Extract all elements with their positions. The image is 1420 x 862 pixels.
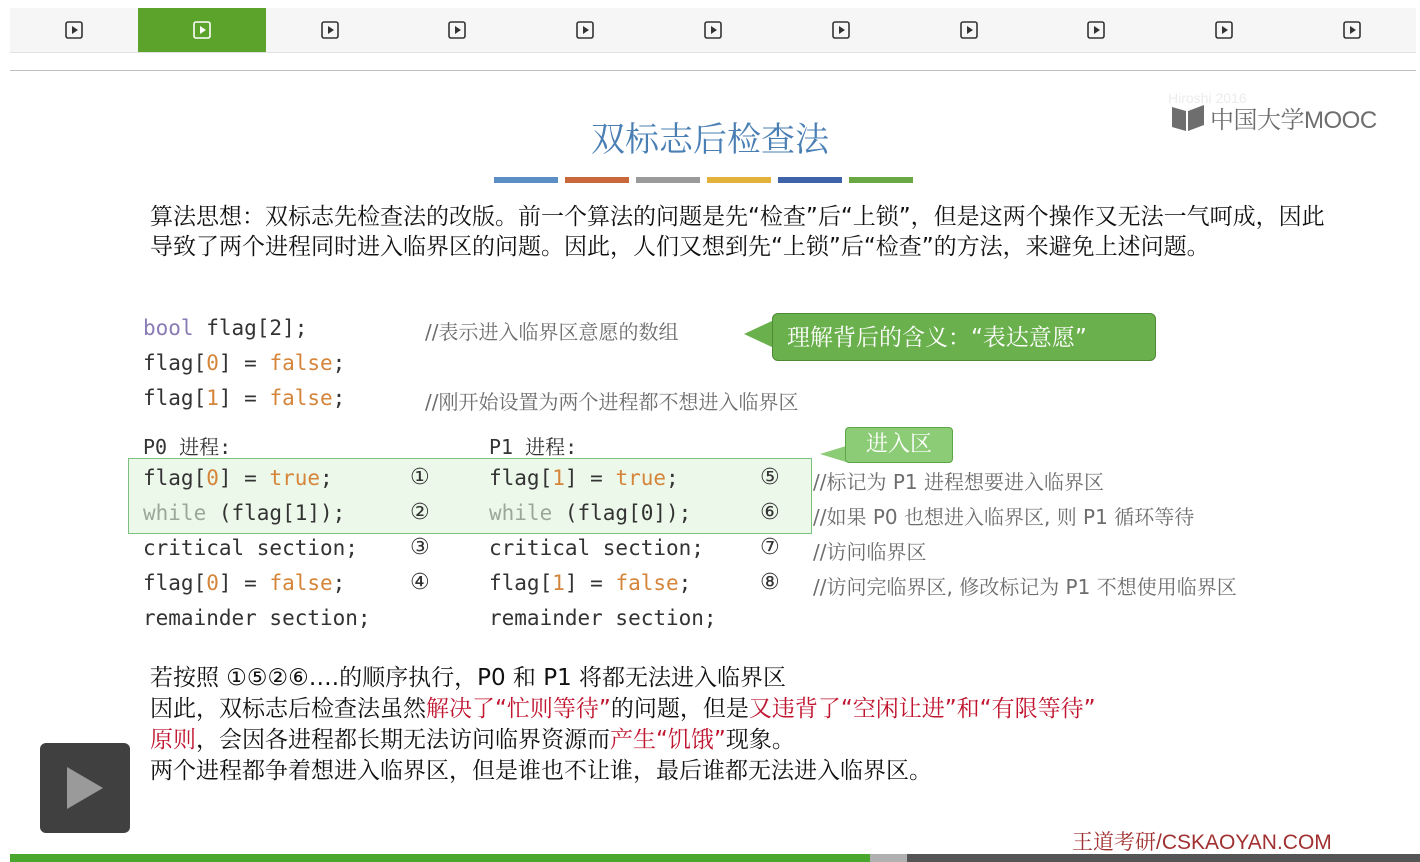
play-square-icon bbox=[703, 20, 723, 40]
p0-line-5: remainder section; bbox=[143, 606, 371, 630]
lecture-tab-10[interactable] bbox=[1160, 8, 1288, 52]
step-marker: ② bbox=[410, 500, 430, 525]
lecture-tab-strip bbox=[10, 8, 1416, 53]
play-button[interactable] bbox=[40, 743, 130, 833]
slide-title: 双标志后检查法 bbox=[591, 120, 829, 160]
p1-line-1: flag[1] = true; bbox=[489, 466, 679, 490]
play-square-icon bbox=[320, 20, 340, 40]
p0-line-1: flag[0] = true; bbox=[143, 466, 333, 490]
step-marker: ⑥ bbox=[760, 500, 780, 525]
p0-header: P0 进程: bbox=[143, 435, 232, 459]
step-marker: ③ bbox=[410, 535, 430, 560]
step-marker: ④ bbox=[410, 570, 430, 595]
lecture-tab-4[interactable] bbox=[393, 8, 521, 52]
callout-pointer bbox=[744, 320, 774, 348]
play-square-icon bbox=[1214, 20, 1234, 40]
lecture-tab-1[interactable] bbox=[10, 8, 138, 52]
conclusion-text bbox=[150, 663, 1350, 787]
progress-played bbox=[10, 854, 870, 862]
code-comment: //访问临界区 bbox=[813, 540, 927, 564]
color-bar bbox=[849, 177, 913, 183]
lecture-tab-8[interactable] bbox=[905, 8, 1033, 52]
p1-line-3: critical section; bbox=[489, 536, 704, 560]
step-marker: ① bbox=[410, 465, 430, 490]
conclusion-line: 两个进程都争着想进入临界区，但是谁也不让谁，最后谁都无法进入临界区。 bbox=[150, 758, 932, 784]
conclusion-line: 因此，双标志后检查法虽然解决了“忙则等待”的问题，但是又违背了“空闲让进”和“有限等待” bbox=[150, 696, 1096, 722]
meaning-callout: 理解背后的含义：“表达意愿” bbox=[772, 313, 1156, 361]
lecture-tab-7[interactable] bbox=[777, 8, 905, 52]
lecture-tab-3[interactable] bbox=[266, 8, 394, 52]
entry-section-tag: 进入区 bbox=[845, 427, 953, 463]
code-comment: //刚开始设置为两个进程都不想进入临界区 bbox=[425, 390, 799, 414]
p0-line-4: flag[0] = false; bbox=[143, 571, 346, 595]
color-bar bbox=[778, 177, 842, 183]
mooc-logo-text: 中国大学MOOC bbox=[1210, 107, 1377, 134]
code-comment: //如果 P0 也想进入临界区, 则 P1 循环等待 bbox=[813, 505, 1195, 529]
lecture-tab-2[interactable] bbox=[138, 8, 266, 52]
p1-header: P1 进程: bbox=[489, 435, 578, 459]
color-bar bbox=[565, 177, 629, 183]
divider bbox=[10, 70, 1416, 71]
lecture-tab-6[interactable] bbox=[649, 8, 777, 52]
p1-line-2: while (flag[0]); bbox=[489, 501, 692, 525]
conclusion-line: 若按照 ①⑤②⑥….的顺序执行，P0 和 P1 将都无法进入临界区 bbox=[150, 665, 787, 691]
lecture-tab-11[interactable] bbox=[1288, 8, 1416, 52]
code-comment: //标记为 P1 进程想要进入临界区 bbox=[813, 470, 1104, 494]
play-square-icon bbox=[831, 20, 851, 40]
play-square-icon bbox=[192, 20, 212, 40]
color-bar bbox=[636, 177, 700, 183]
watermark-text: Hiroshi 2016 bbox=[1168, 90, 1247, 106]
play-square-icon bbox=[1342, 20, 1362, 40]
play-square-icon bbox=[64, 20, 84, 40]
p0-line-2: while (flag[1]); bbox=[143, 501, 346, 525]
conclusion-line: 原则，会因各进程都长期无法访问临界资源而产生“饥饿”现象。 bbox=[150, 727, 795, 753]
step-marker: ⑧ bbox=[760, 570, 780, 595]
step-marker: ⑦ bbox=[760, 535, 780, 560]
p0-line-3: critical section; bbox=[143, 536, 358, 560]
code-line-decl: bool flag[2]; bbox=[143, 316, 308, 340]
p1-line-4: flag[1] = false; bbox=[489, 571, 692, 595]
title-color-bars bbox=[494, 177, 913, 183]
play-square-icon bbox=[959, 20, 979, 40]
brand-watermark: 王道考研/CSKAOYAN.COM bbox=[1072, 831, 1332, 854]
play-square-icon bbox=[575, 20, 595, 40]
play-square-icon bbox=[447, 20, 467, 40]
color-bar bbox=[707, 177, 771, 183]
code-line-init0: flag[0] = false; bbox=[143, 351, 346, 375]
play-square-icon bbox=[1086, 20, 1106, 40]
tag-pointer bbox=[820, 446, 846, 462]
lecture-tab-5[interactable] bbox=[521, 8, 649, 52]
play-icon bbox=[65, 765, 105, 811]
code-comment: //访问完临界区, 修改标记为 P1 不想使用临界区 bbox=[813, 575, 1237, 599]
color-bar bbox=[494, 177, 558, 183]
progress-bar[interactable] bbox=[10, 854, 1420, 862]
algorithm-idea-text: 算法思想：双标志先检查法的改版。前一个算法的问题是先“检查”后“上锁”，但是这两个操作又无法一气呵成，因此导致了两个进程同时进入临界区的问题。因此，人们又想到先“上锁”后“检查”的方法，来避免上述问题。 bbox=[150, 204, 1325, 260]
code-line-init1: flag[1] = false; bbox=[143, 386, 346, 410]
step-marker: ⑤ bbox=[760, 465, 780, 490]
lecture-tab-9[interactable] bbox=[1033, 8, 1161, 52]
p1-line-5: remainder section; bbox=[489, 606, 717, 630]
code-comment: //表示进入临界区意愿的数组 bbox=[425, 320, 679, 344]
